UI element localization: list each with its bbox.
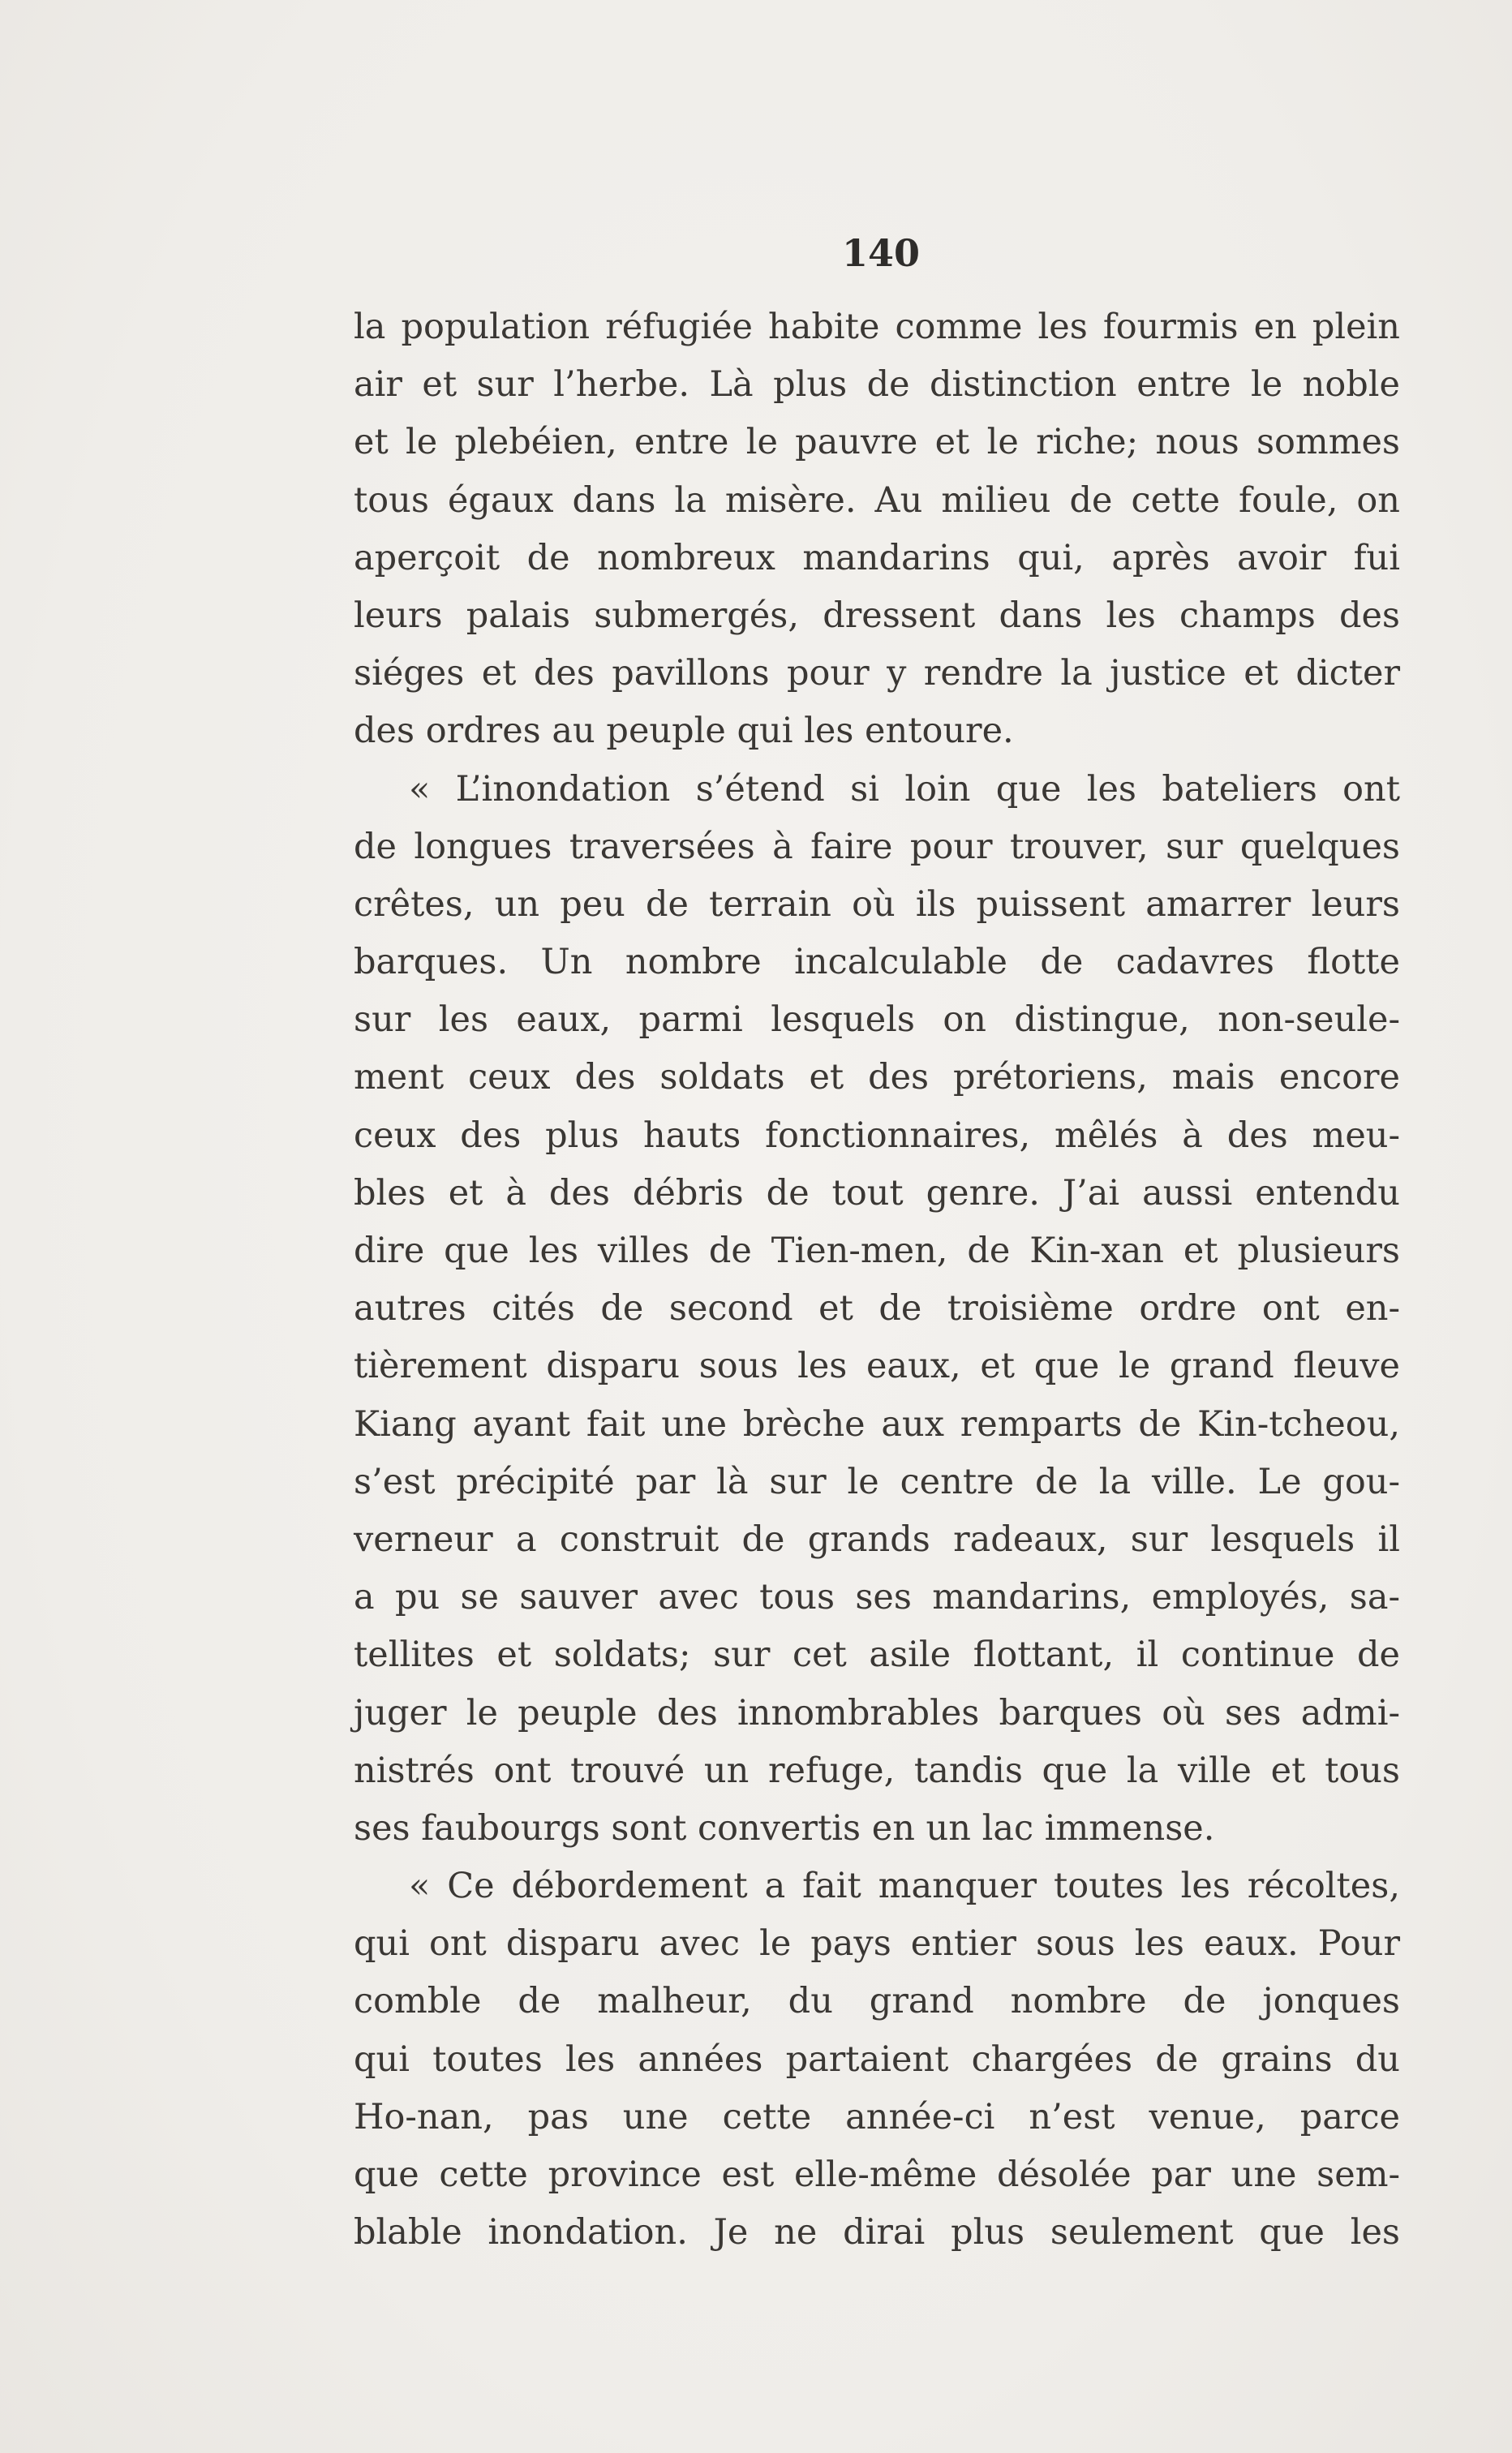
text-line-18: autres cités de second et de troisième ordre ont en- xyxy=(354,1288,1400,1330)
text-line-14: ment ceux des soldats et des prétoriens, mais encore xyxy=(354,1057,1400,1098)
text-line-19: tièrement disparu sous les eaux, et que le grand fleuve xyxy=(354,1346,1400,1387)
text-line-31: qui toutes les années partaient chargées de grains du xyxy=(354,2038,1400,2080)
text-line-22: verneur a construit de grands radeaux, sur lesquels il xyxy=(354,1519,1400,1560)
text-line-21: s’est précipité par là sur le centre de la ville. Le gou- xyxy=(354,1461,1400,1502)
text-line-16: bles et à des débris de tout genre. J’ai aussi entendu xyxy=(354,1172,1400,1214)
text-line-5: aperçoit de nombreux mandarins qui, après avoir fui xyxy=(354,537,1400,578)
text-line-17: dire que les villes de Tien-men, de Kin-xan et plusieurs xyxy=(354,1231,1400,1271)
text-line-13: sur les eaux, parmi lesquels on distingue, non-seule- xyxy=(354,999,1400,1041)
page-body-text xyxy=(354,299,1400,2262)
text-line-11: crêtes, un peu de terrain où ils puissent amarrer leurs xyxy=(354,883,1400,925)
text-line-28: « Ce débordement a fait manquer toutes les récoltes, xyxy=(409,1866,1400,1907)
text-line-9: « L’inondation s’étend si loin que les bateliers ont xyxy=(409,768,1400,810)
text-line-24: tellites et soldats; sur cet asile flottant, il continue de xyxy=(354,1635,1400,1676)
text-line-3: et le plebéien, entre le pauvre et le riche; nous sommes xyxy=(354,422,1400,463)
page-number: 140 xyxy=(842,231,921,275)
text-line-4: tous égaux dans la misère. Au milieu de cette foule, on xyxy=(354,479,1400,521)
text-line-32: Ho-nan, pas une cette année-ci n’est venue, parce xyxy=(354,2096,1400,2137)
text-line-30: comble de malheur, du grand nombre de jonques xyxy=(354,1981,1400,2022)
text-line-8: des ordres au peuple qui les entoure. xyxy=(354,711,1014,752)
text-line-29: qui ont disparu avec le pays entier sous les eaux. Pour xyxy=(354,1923,1400,1965)
text-line-10: de longues traversées à faire pour trouver, sur quelques xyxy=(354,826,1400,867)
text-line-2: air et sur l’herbe. Là plus de distinction entre le noble xyxy=(354,364,1400,406)
text-line-25: juger le peuple des innombrables barques où ses admi- xyxy=(354,1692,1400,1733)
text-line-12: barques. Un nombre incalculable de cadavres flotte xyxy=(354,942,1400,983)
text-line-23: a pu se sauver avec tous ses mandarins, employés, sa- xyxy=(354,1577,1400,1618)
text-line-27: ses faubourgs sont convertis en un lac immense. xyxy=(354,1807,1215,1849)
text-line-26: nistrés ont trouvé un refuge, tandis que la ville et tous xyxy=(354,1750,1400,1791)
text-line-6: leurs palais submergés, dressent dans les champs des xyxy=(354,595,1400,636)
text-line-34: blable inondation. Je ne dirai plus seulement que les xyxy=(354,2212,1400,2253)
text-line-7: siéges et des pavillons pour y rendre la justice et dicter xyxy=(354,653,1400,694)
text-line-33: que cette province est elle-même désolée par une sem- xyxy=(354,2154,1400,2195)
text-line-15: ceux des plus hauts fonctionnaires, mêlés à des meu- xyxy=(354,1115,1400,1156)
text-line-20: Kiang ayant fait une brèche aux remparts de Kin-tcheou, xyxy=(354,1403,1400,1445)
text-line-1: la population réfugiée habite comme les fourmis en plein xyxy=(354,307,1400,347)
